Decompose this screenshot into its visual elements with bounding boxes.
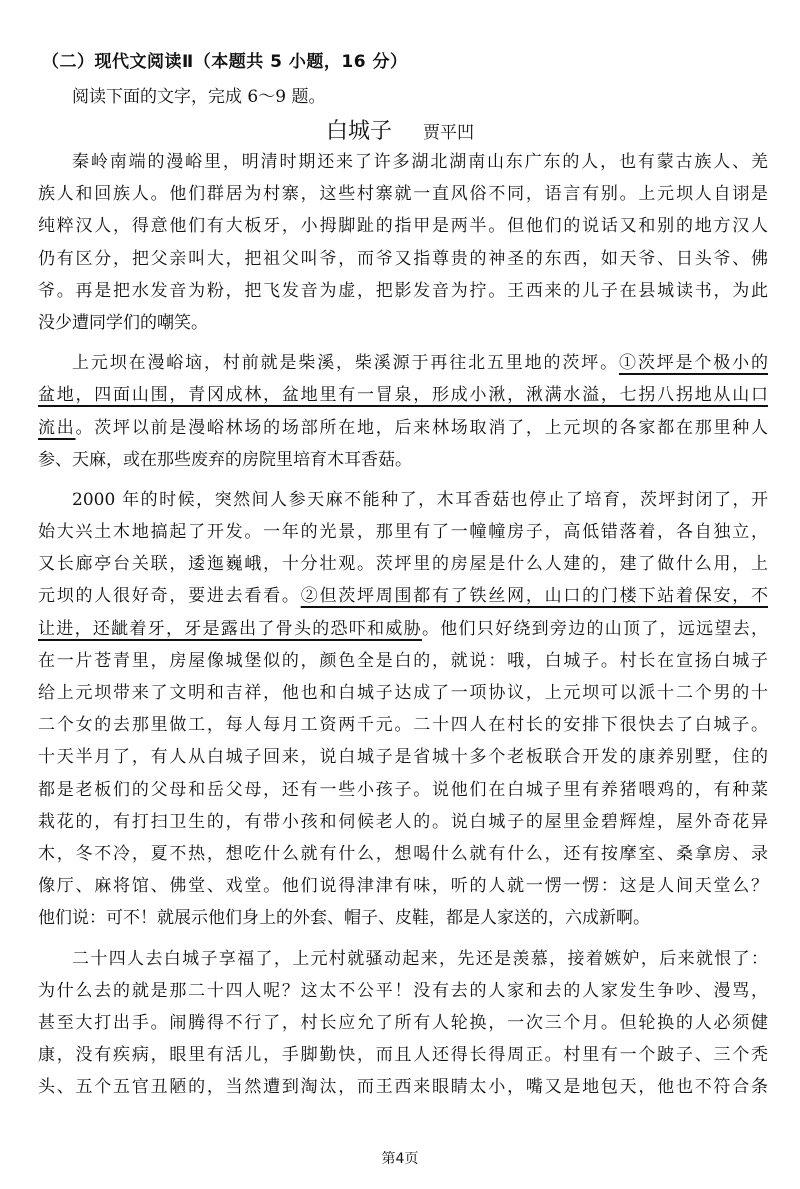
paragraph-1 xyxy=(38,146,768,339)
article-author: 贾平凹 xyxy=(423,123,475,143)
text-line: 仍有区分，把父亲叫大，把祖父叫爷，而爷又指尊贵的神圣的东西，如天爷、日头爷、佛 xyxy=(38,248,768,269)
text-line: 给上元坝带来了文明和吉祥，他也和白城子达成了一项协议，上元坝可以派十二个男的十 xyxy=(38,683,768,703)
text-segment: 上元坝在漫峪垴，村前就是柴溪，柴溪源于再往北五里地的茨坪。 xyxy=(72,353,619,374)
paragraph-2 xyxy=(38,347,768,476)
page-number: 第4页 xyxy=(381,1151,419,1167)
text-line xyxy=(38,412,768,444)
article-title-row xyxy=(0,114,800,145)
article-title: 白城子 xyxy=(325,119,392,144)
section-header: （二）现代文阅读Ⅱ（本题共 5 小题，16 分） xyxy=(42,52,408,72)
text-line: 甚至大打出手。闹腾得不行了，村长应允了所有人轮换，一次三个月。但轮换的人必须健 xyxy=(38,1012,768,1033)
text-segment: 。茨坪以前是漫峪林场的场部所在地，后来林场取消了，上元坝的各家都在那里种人 xyxy=(75,417,769,438)
text-line: 在一片苍青里，房屋像城堡似的，颜色全是白的，就说：哦，白城子。村长在宣扬白城子 xyxy=(38,650,768,671)
text-line: 像厅、麻将馆、佛堂、戏堂。他们说得津津有味，听的人就一愣一愣：这是人间天堂么？ xyxy=(38,876,768,897)
text-line: 族人和回族人。他们群居为村寨，这些村寨就一直风俗不同，语言有别。上元坝人自诩是 xyxy=(38,184,768,205)
underlined-sentence-1: ①茨坪是个极小的 xyxy=(618,353,769,374)
text-line: 头、五个五官丑陋的，当然遭到淘汰，而王西来眼睛太小，嘴又是地包天，他也不符合条 xyxy=(38,1077,768,1098)
text-line: 秦岭南端的漫峪里，明清时期还来了许多湖北湖南山东广东的人，也有蒙古族人、羌 xyxy=(72,152,768,172)
text-line: 为什么去的就是那二十四人呢？这太不公平！没有去的人家和去的人家发生争吵、漫骂， xyxy=(38,980,768,1001)
article-body xyxy=(38,146,768,1103)
text-line: 康，没有疾病，眼里有活儿，手脚勤快，而且人还得长得周正。村里有一个跛子、三个秃 xyxy=(38,1045,768,1066)
text-segment: 元坝的人很好奇，要进去看看。 xyxy=(38,586,301,607)
text-line: 始大兴土木地搞起了开发。一年的光景，那里有了一幢幢房子，高低错落着，各自独立， xyxy=(38,522,768,543)
text-line: 他们说：可不！就展示他们身上的外套、帽子、皮鞋，都是人家送的，六成新啊。 xyxy=(38,908,650,929)
text-line: 纯粹汉人，得意他们有大板牙，小拇脚趾的指甲是两半。但他们的说话又和别的地方汉人 xyxy=(38,216,768,237)
text-line: 木，冬不冷，夏不热，想吃什么就有什么，想喝什么就有什么，还有按摩室、桑拿房、录 xyxy=(38,843,768,864)
underlined-sentence-1: 盆地，四面山围，青冈成林，盆地里有一冒泉，形成小湫，湫满水溢，七拐八拐地从山口 xyxy=(38,385,768,406)
text-line: 参、天麻，或在那些废弃的房院里培育木耳香菇。 xyxy=(38,449,412,470)
text-line xyxy=(38,347,768,379)
text-line xyxy=(38,379,768,411)
text-line: 栽花的，有打扫卫生的，有带小孩和伺候老人的。说白城子的屋里金碧辉煌，屋外奇花异 xyxy=(38,811,768,832)
paragraph-3 xyxy=(38,484,768,935)
text-line xyxy=(38,613,768,645)
text-line: 2000 年的时候，突然间人参天麻不能种了，木耳香菇也停止了培育，茨坪封闭了，开 xyxy=(72,489,768,510)
text-line: 又长廊亭台关联，逶迤巍峨，十分壮观。茨坪里的房屋是什么人建的，建了做什么用，上 xyxy=(38,554,768,575)
text-line: 二个女的去那里做工，每人每月工资两千元。二十四人在村长的安排下很快去了白城子。 xyxy=(38,715,768,736)
paragraph-4 xyxy=(38,943,768,1104)
underlined-sentence-2: ②但茨坪周围都有了铁丝网，山口的门楼下站着保安，不 xyxy=(300,586,769,607)
underlined-sentence-2: 让进，还龇着牙，牙是露出了骨头的恐吓和威胁 xyxy=(38,618,422,639)
text-line xyxy=(38,580,768,612)
text-line: 爷。再是把水发音为粉，把飞发音为虚，把影发音为拧。王西来的儿子在县城读书，为此 xyxy=(38,280,768,301)
text-line: 没少遭同学们的嘲笑。 xyxy=(38,312,208,333)
text-line: 二十四人去白城子享福了，上元村就骚动起来，先还是羡慕，接着嫉妒，后来就恨了： xyxy=(72,948,768,969)
text-line: 十天半月了，有人从白城子回来，说白城子是省城十多个老板联合开发的康养别墅，住的 xyxy=(38,747,768,768)
reading-instruction: 阅读下面的文字，完成 6～9 题。 xyxy=(72,87,326,107)
text-line: 都是老板们的父母和岳父母，还有一些小孩子。说他们在白城子里有养猪喂鸡的，有种菜 xyxy=(38,779,768,800)
underlined-sentence-1: 流出 xyxy=(38,417,76,438)
text-segment: 。他们只好绕到旁边的山顶了，远远望去， xyxy=(421,618,769,639)
